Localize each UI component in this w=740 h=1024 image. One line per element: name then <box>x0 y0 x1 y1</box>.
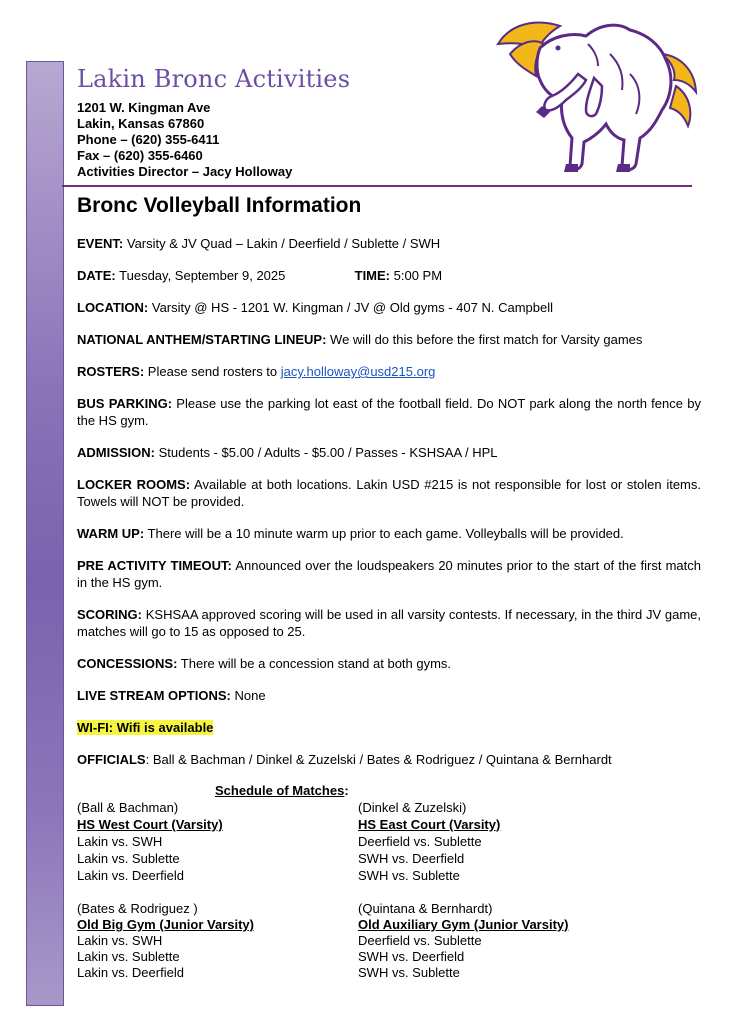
match-item: SWH vs. Deerfield <box>358 949 465 964</box>
court-block <box>77 799 358 884</box>
address-line: 1201 W. Kingman Ave <box>77 100 211 115</box>
live-stream-value: None <box>234 688 266 703</box>
officials-label: OFFICIALS <box>77 752 146 767</box>
pre-timeout-label: PRE ACTIVITY TIMEOUT: <box>77 558 232 573</box>
court-block <box>77 901 358 981</box>
schedule-colon: : <box>344 783 349 798</box>
header-divider <box>62 185 692 187</box>
match-item: Deerfield vs. Sublette <box>358 933 482 948</box>
date-time-line <box>77 267 701 284</box>
rosters-email-link[interactable]: jacy.holloway@usd215.org <box>280 364 436 379</box>
bronc-horse-logo-icon <box>490 14 705 179</box>
address-line: Lakin, Kansas 67860 <box>77 116 205 131</box>
officials-line <box>77 751 701 768</box>
document-body <box>77 192 701 981</box>
match-item: SWH vs. Sublette <box>358 965 460 980</box>
rosters-value: Please send rosters to <box>147 364 278 379</box>
schedule-title: Schedule of Matches <box>215 783 345 798</box>
locker-rooms-label: LOCKER ROOMS: <box>77 477 191 492</box>
court-name: Old Auxiliary Gym (Junior Varsity) <box>358 917 569 932</box>
date-value: Tuesday, September 9, 2025 <box>119 268 286 283</box>
event-value: Varsity & JV Quad – Lakin / Deerfield / Sublette / SWH <box>126 236 441 251</box>
schedule-row-jv <box>77 901 701 981</box>
match-item: SWH vs. Sublette <box>358 868 460 883</box>
pre-timeout-value: Announced over the loudspeakers 20 minutes prior to the start of the first match in the HS gym. <box>77 558 701 590</box>
scoring-value: KSHSAA approved scoring will be used in all varsity contests. If necessary, in the third JV game, matches will go to 15 as opposed to 25. <box>77 607 701 639</box>
concessions-value: There will be a concession stand at both gyms. <box>180 656 452 671</box>
fax-line: Fax – (620) 355-6460 <box>77 148 203 163</box>
schedule-heading <box>215 782 701 799</box>
warm-up-line <box>77 525 701 542</box>
bus-parking-label: BUS PARKING: <box>77 396 173 411</box>
match-item: SWH vs. Deerfield <box>358 851 465 866</box>
date-label: DATE: <box>77 268 116 283</box>
court-block <box>358 799 639 884</box>
anthem-value: We will do this before the first match for Varsity games <box>330 332 643 347</box>
location-line <box>77 299 701 316</box>
court-name: Old Big Gym (Junior Varsity) <box>77 917 254 932</box>
wifi-highlight: WI-FI: Wifi is available <box>77 720 214 735</box>
time-value: 5:00 PM <box>393 268 443 283</box>
match-item: Lakin vs. SWH <box>77 834 163 849</box>
location-value: Varsity @ HS - 1201 W. Kingman / JV @ Old gyms - 407 N. Campbell <box>151 300 553 315</box>
match-item: Lakin vs. Deerfield <box>77 965 184 980</box>
admission-value: Students - $5.00 / Adults - $5.00 / Passes - KSHSAA / HPL <box>158 445 498 460</box>
event-line <box>77 235 701 252</box>
court-officials: (Ball & Bachman) <box>77 800 179 815</box>
anthem-line <box>77 331 701 348</box>
officials-value: : Ball & Bachman / Dinkel & Zuzelski / Bates & Rodriguez / Quintana & Bernhardt <box>145 752 612 767</box>
match-item: Deerfield vs. Sublette <box>358 834 482 849</box>
court-officials: (Quintana & Bernhardt) <box>358 901 493 916</box>
concessions-label: CONCESSIONS: <box>77 656 178 671</box>
match-item: Lakin vs. Sublette <box>77 851 180 866</box>
time-label: TIME: <box>354 268 391 283</box>
anthem-label: NATIONAL ANTHEM/STARTING LINEUP: <box>77 332 327 347</box>
match-item: Lakin vs. Deerfield <box>77 868 184 883</box>
purple-sidebar-bar <box>26 61 64 1006</box>
match-item: Lakin vs. SWH <box>77 933 163 948</box>
admission-line <box>77 444 701 461</box>
event-label: EVENT: <box>77 236 124 251</box>
rosters-line <box>77 363 701 380</box>
court-name: HS West Court (Varsity) <box>77 817 223 832</box>
bus-parking-line <box>77 395 701 429</box>
live-stream-line <box>77 687 701 704</box>
court-name: HS East Court (Varsity) <box>358 817 501 832</box>
court-officials: (Dinkel & Zuzelski) <box>358 800 467 815</box>
bus-parking-value: Please use the parking lot east of the football field. Do NOT park along the north fence by the HS gym. <box>77 396 701 428</box>
wifi-line <box>77 719 701 736</box>
director-line: Activities Director – Jacy Holloway <box>77 164 293 179</box>
warm-up-value: There will be a 10 minute warm up prior to each game. Volleyballs will be provided. <box>147 526 624 541</box>
schedule-row-varsity <box>77 799 701 884</box>
locker-rooms-value: Available at both locations. Lakin USD #215 is not responsible for lost or stolen items. Towels will NOT be provided. <box>77 477 701 509</box>
court-block <box>358 901 639 981</box>
page-title: Bronc Volleyball Information <box>77 194 362 217</box>
locker-rooms-line <box>77 476 701 510</box>
phone-line: Phone – (620) 355-6411 <box>77 132 220 147</box>
rosters-label: ROSTERS: <box>77 364 145 379</box>
admission-label: ADMISSION: <box>77 445 155 460</box>
warm-up-label: WARM UP: <box>77 526 145 541</box>
scoring-line <box>77 606 701 640</box>
location-label: LOCATION: <box>77 300 149 315</box>
match-item: Lakin vs. Sublette <box>77 949 180 964</box>
pre-timeout-line <box>77 557 701 591</box>
court-officials: (Bates & Rodriguez ) <box>77 901 198 916</box>
concessions-line <box>77 655 701 672</box>
scoring-label: SCORING: <box>77 607 142 622</box>
live-stream-label: LIVE STREAM OPTIONS: <box>77 688 231 703</box>
letterhead <box>77 64 497 180</box>
org-name: Lakin Bronc Activities <box>77 65 351 93</box>
